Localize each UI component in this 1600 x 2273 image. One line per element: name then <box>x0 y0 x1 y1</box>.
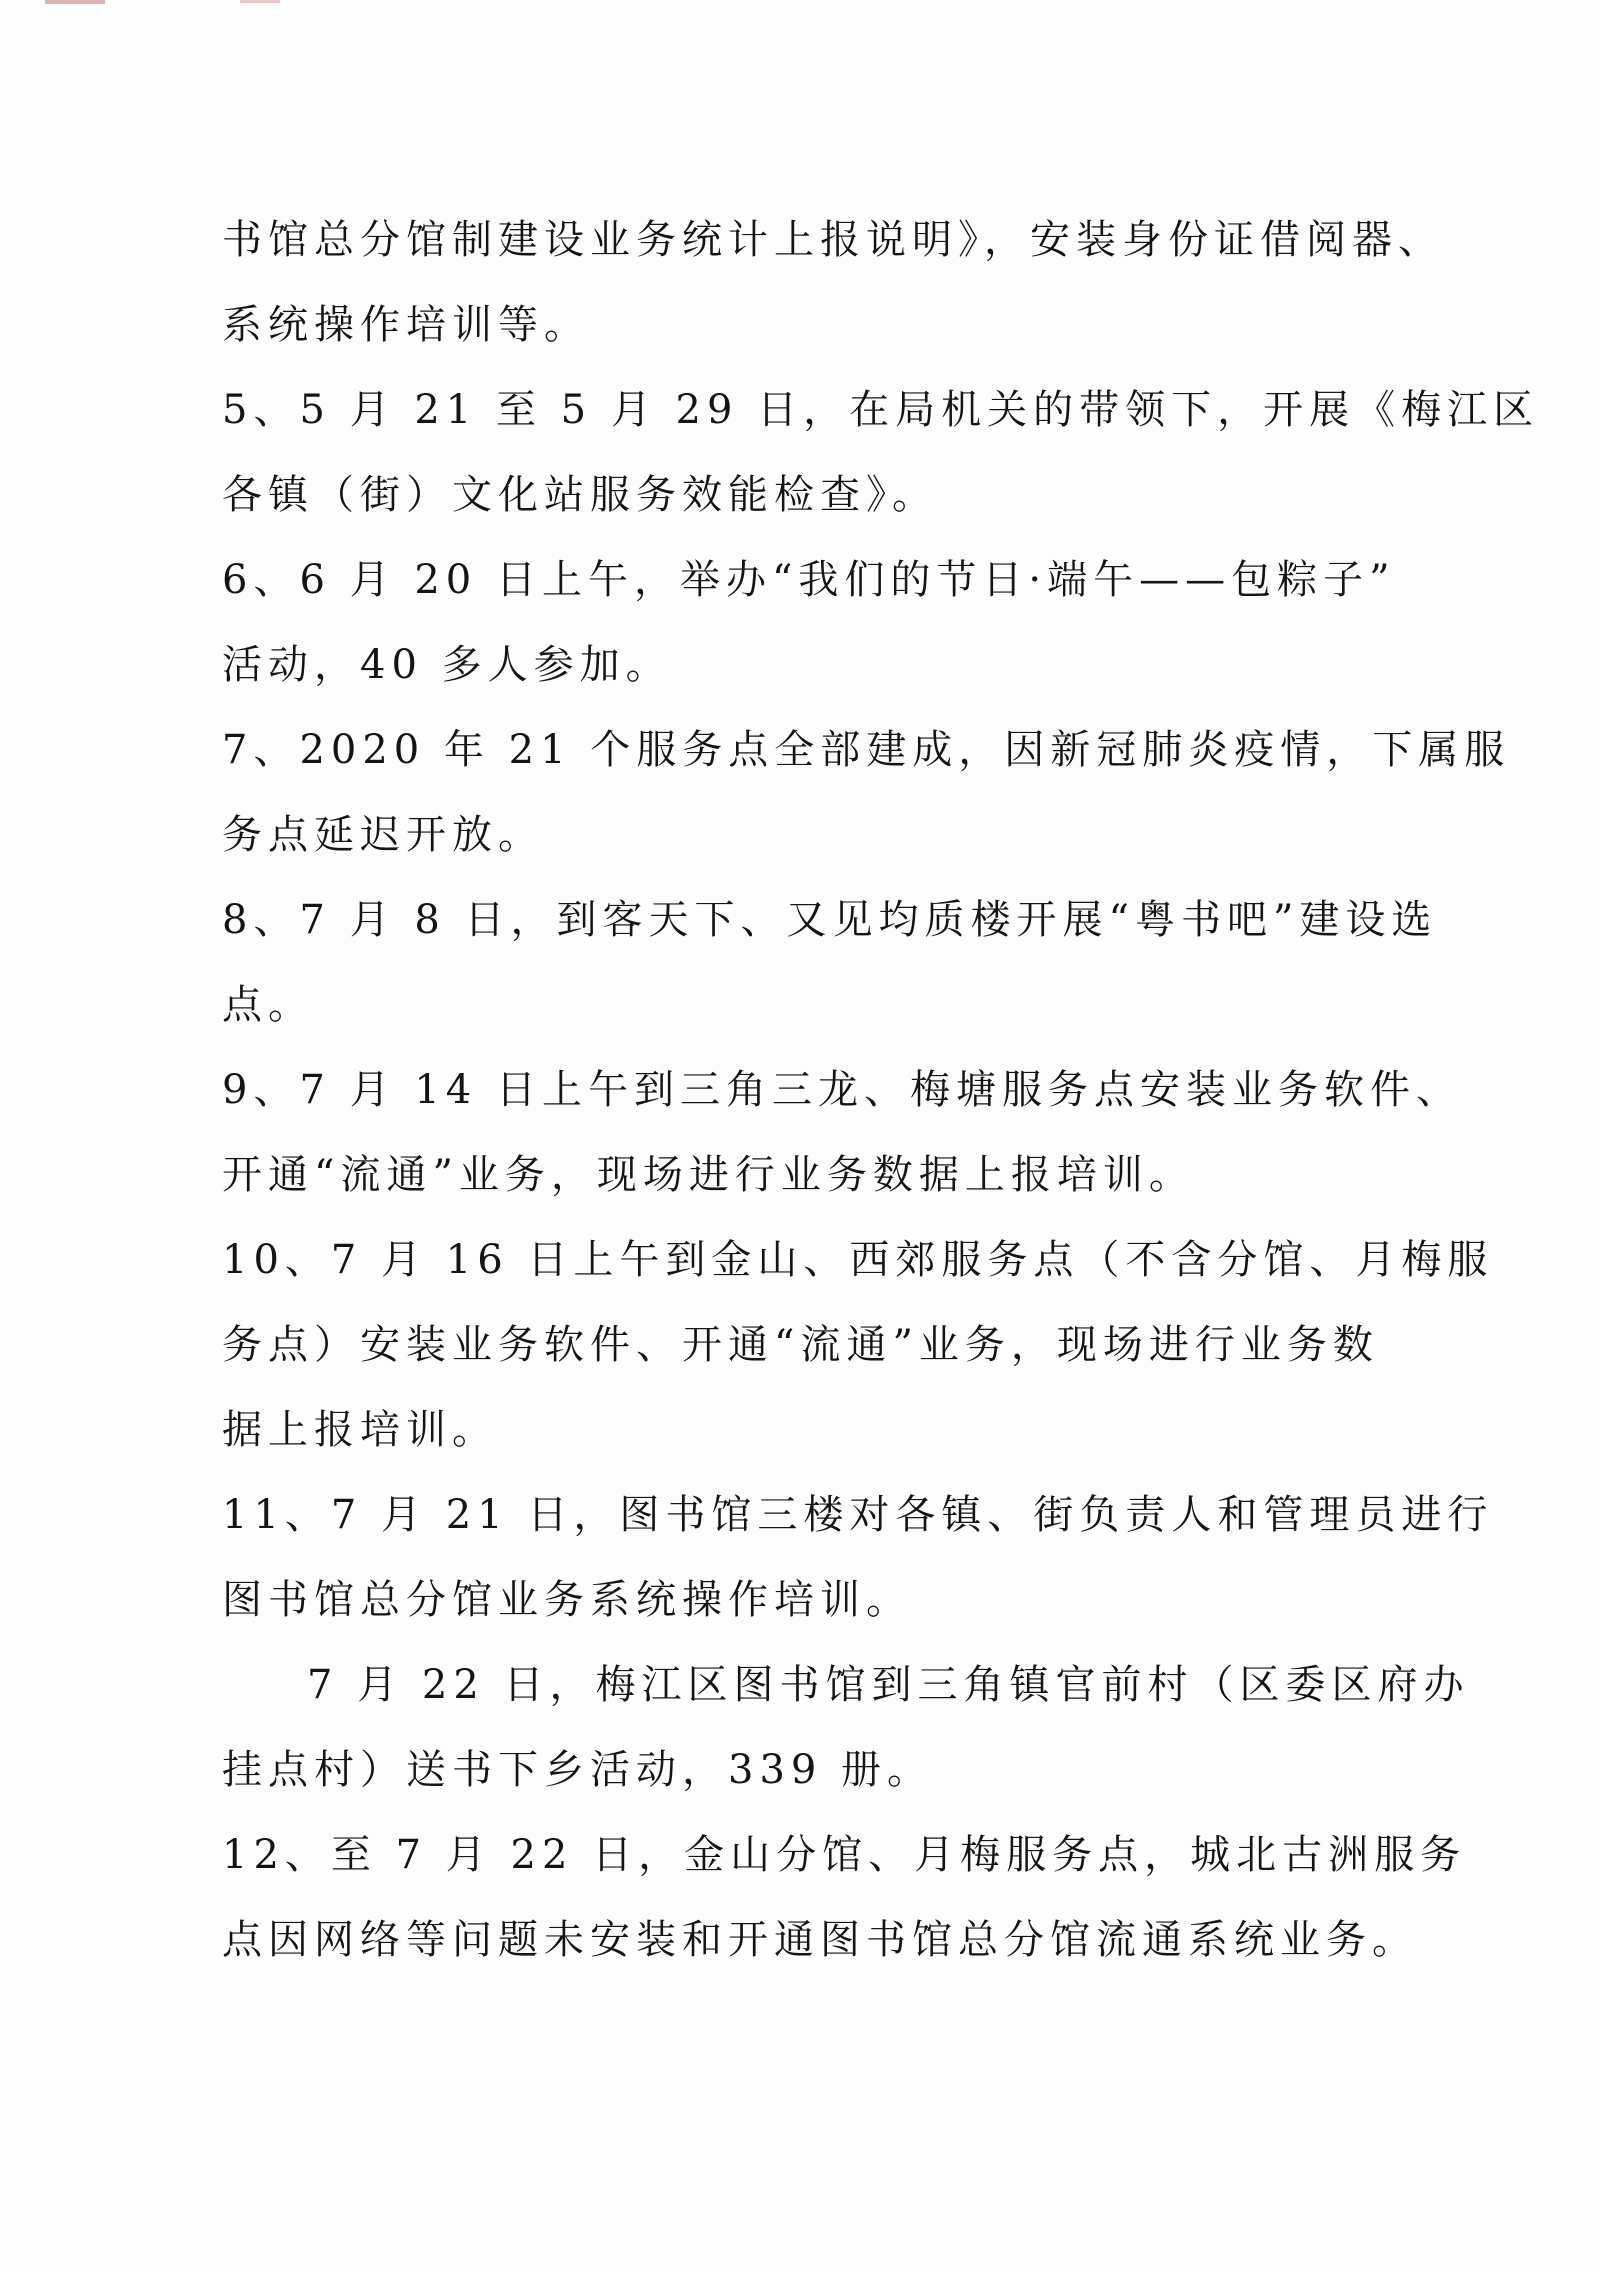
text-line: 各镇（街）文化站服务效能检查》。 <box>222 472 938 518</box>
text-line: 务点）安装业务软件、开通“流通”业务，现场进行业务数 <box>222 1322 1379 1368</box>
text-line: 务点延迟开放。 <box>222 812 544 858</box>
text-line: 11、7 月 21 日，图书馆三楼对各镇、街负责人和管理员进行 <box>222 1492 1494 1538</box>
text-line: 活动，40 多人参加。 <box>222 642 672 688</box>
text-line: 8、7 月 8 日，到客天下、又见均质楼开展“粤书吧”建设选 <box>222 897 1438 943</box>
scan-mark <box>45 0 105 4</box>
text-line: 12、至 7 月 22 日，金山分馆、月梅服务点，城北古洲服务 <box>222 1832 1467 1878</box>
text-line: 10、7 月 16 日上午到金山、西郊服务点（不含分馆、月梅服 <box>222 1237 1494 1283</box>
text-line: 点。 <box>222 982 314 1028</box>
text-line: 7、2020 年 21 个服务点全部建成，因新冠肺炎疫情，下属服 <box>222 727 1511 773</box>
text-line: 5、5 月 21 至 5 月 29 日，在局机关的带领下，开展《梅江区 <box>222 387 1540 433</box>
scan-mark <box>240 0 280 3</box>
text-line: 6、6 月 20 日上午，举办“我们的节日·端午——包粽子” <box>222 557 1396 603</box>
text-line: 7 月 22 日，梅江区图书馆到三角镇官前村（区委区府办 <box>307 1662 1470 1708</box>
document-body <box>222 205 1540 1990</box>
text-line: 据上报培训。 <box>222 1407 498 1453</box>
text-line: 书馆总分馆制建设业务统计上报说明》，安装身份证借阅器、 <box>222 217 1444 263</box>
text-line: 图书馆总分馆业务系统操作培训。 <box>222 1577 912 1623</box>
text-line: 系统操作培训等。 <box>222 302 590 348</box>
text-line: 9、7 月 14 日上午到三角三龙、梅塘服务点安装业务软件、 <box>222 1067 1462 1113</box>
text-line: 点因网络等问题未安装和开通图书馆总分馆流通系统业务。 <box>222 1917 1418 1963</box>
text-line: 开通“流通”业务，现场进行业务数据上报培训。 <box>222 1152 1195 1198</box>
text-line: 挂点村）送书下乡活动，339 册。 <box>222 1747 934 1793</box>
